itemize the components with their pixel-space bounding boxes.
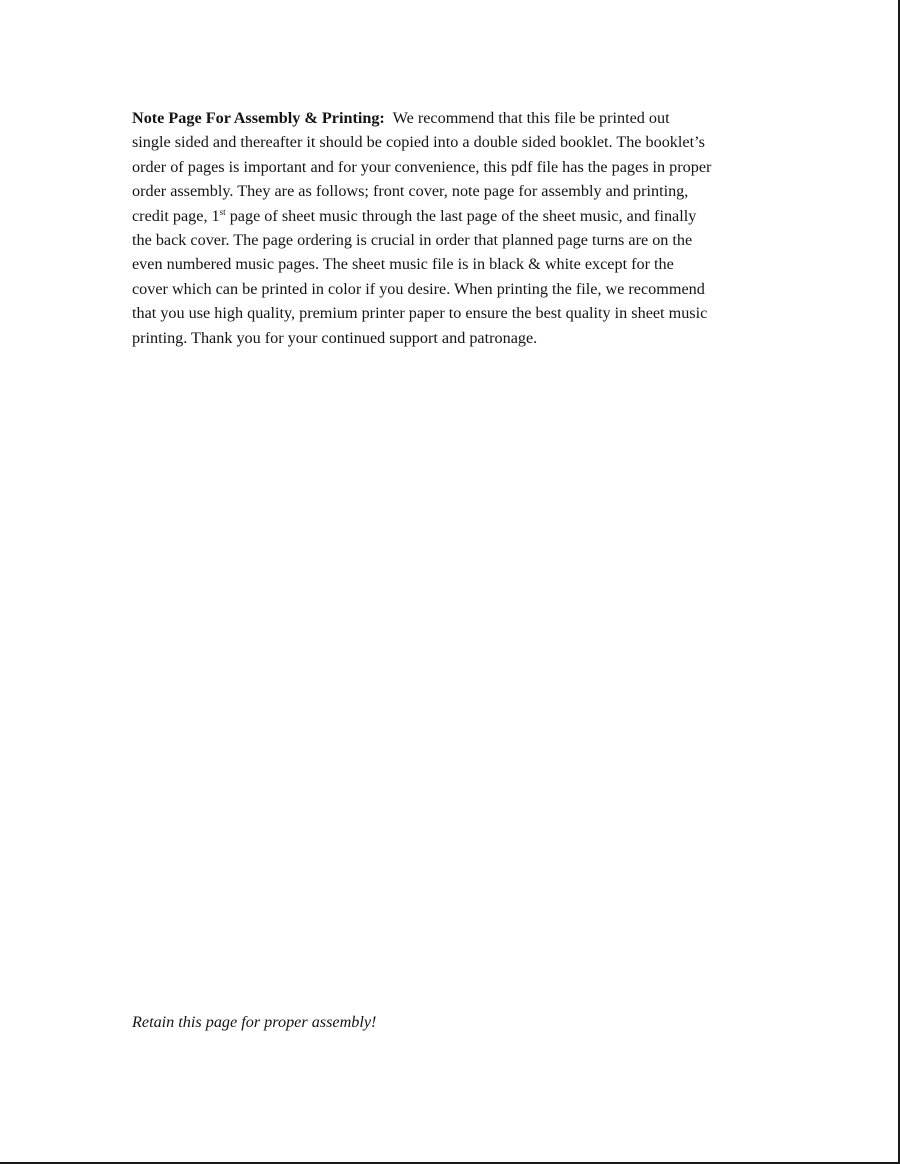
note-line-5-start: credit page, 1	[132, 206, 220, 225]
note-line-3: order of pages is important and for your convenience, this pdf file has the pages in proper	[132, 157, 712, 176]
note-line-6: the back cover. The page ordering is crucial in order that planned page turns are on the	[132, 231, 693, 250]
note-line-7: even numbered music pages. The sheet music file is in black & white except for the	[132, 255, 674, 274]
note-line-1: We recommend that this file be printed out	[392, 109, 670, 127]
note-line-9: that you use high quality, premium printer paper to ensure the best quality in sheet music	[132, 304, 708, 323]
note-line-2: single sided and thereafter it should be copied into a double sided booklet. The booklet’s	[132, 133, 705, 152]
retain-page-note: Retain this page for proper assembly!	[132, 1013, 377, 1031]
note-line-4: order assembly. They are as follows; front cover, note page for assembly and printing,	[132, 182, 689, 201]
assembly-note	[132, 106, 772, 350]
note-heading: Note Page For Assembly & Printing:	[132, 109, 385, 127]
note-line-10: printing. Thank you for your continued support and patronage.	[132, 328, 538, 347]
note-line-8: cover which can be printed in color if you desire. When printing the file, we recommend	[132, 279, 705, 298]
ordinal-suffix: st	[219, 206, 226, 217]
note-line-5-end: page of sheet music through the last page of the sheet music, and finally	[229, 206, 697, 225]
